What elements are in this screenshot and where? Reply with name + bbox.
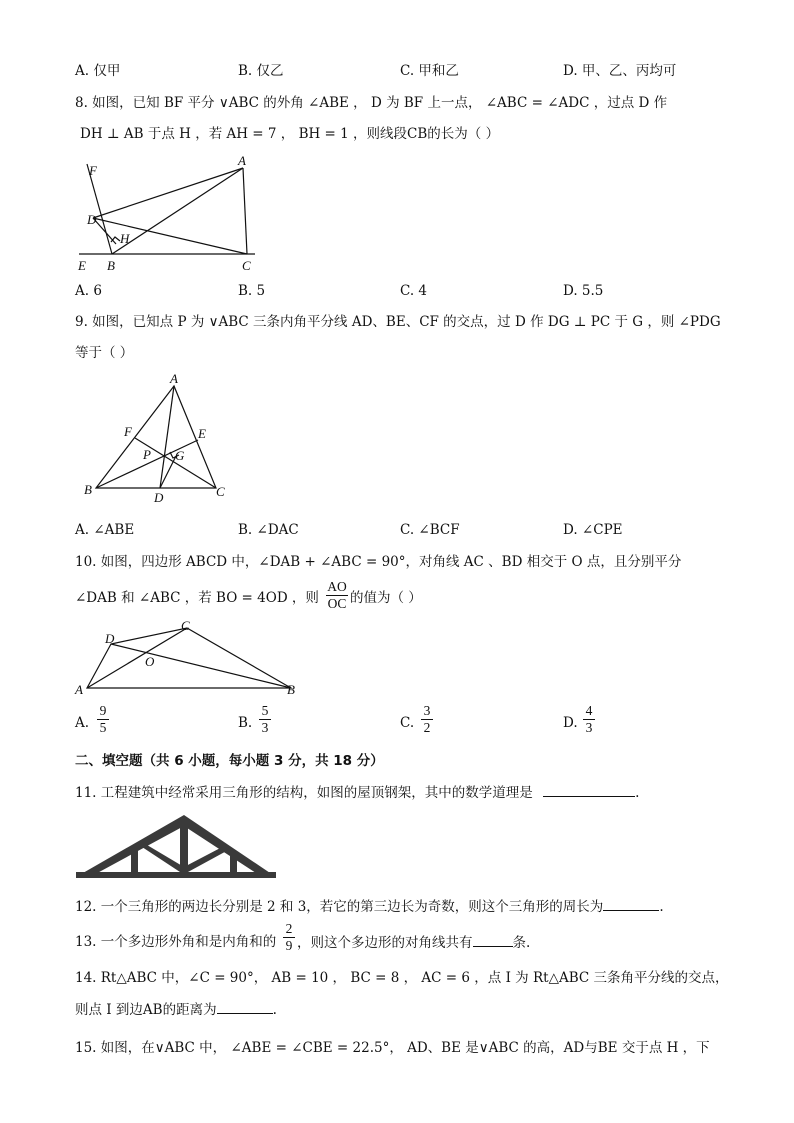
q14-period: . (272, 1002, 277, 1018)
q12-answer-blank[interactable] (603, 897, 659, 911)
q10-option-a-num: 9 (97, 704, 109, 720)
q11-roof-truss-figure (76, 815, 276, 879)
q8-figure (75, 150, 275, 275)
q13-stem-part2 (297, 933, 530, 952)
q8-label-e: E (78, 258, 86, 273)
q9-label-e: E (198, 426, 206, 441)
q10-stem-fraction (326, 580, 348, 611)
q10-option-b-fraction (259, 704, 271, 735)
q8-label-d: D (87, 212, 97, 227)
q13-text-after: 条. (512, 935, 531, 951)
q10-frac-den: OC (327, 596, 347, 611)
q9-label-p: P (143, 447, 151, 462)
q13-frac-num: 2 (283, 922, 295, 938)
q10-option-a-letter: A. (75, 715, 90, 731)
q8-stem-line1: 8. 如图，已知 BF 平分 ∨ABC 的外角 ∠ABE ， D 为 BF 上一点， ∠ABC = ∠ADC ，过点 D 作 (75, 95, 668, 111)
q10-option-b-num: 5 (259, 704, 271, 720)
q7-option-b: B. 仅乙 (238, 63, 284, 79)
q10-label-d: D (105, 631, 115, 646)
q13-fraction (283, 922, 295, 953)
q8-option-c: C. 4 (400, 283, 428, 299)
q13-answer-blank[interactable] (473, 933, 513, 947)
q10-option-b-den: 3 (261, 720, 269, 735)
q9-option-c: C. ∠BCF (400, 522, 460, 538)
q8-label-b: B (107, 258, 115, 273)
q7-option-a: A. 仅甲 (75, 63, 121, 79)
q14-text: 则点 I 到边AB的距离为 (75, 1002, 217, 1018)
q10-label-o: O (145, 654, 155, 669)
q10-option-d-den: 3 (585, 720, 593, 735)
q9-label-g: G (175, 448, 185, 463)
q9-label-b: B (84, 482, 92, 497)
section-2-heading: 二、填空题（共 6 小题，每小题 3 分，共 18 分） (75, 753, 384, 769)
q10-label-c: C (181, 618, 190, 633)
q9-option-d: D. ∠CPE (563, 522, 623, 538)
q13-text-mid: ，则这个多边形的对角线共有 (297, 935, 473, 951)
q9-label-d: D (154, 490, 164, 505)
q9-label-c: C (216, 484, 225, 499)
q9-stem-line2: 等于（ ） (75, 345, 134, 361)
q10-option-d-fraction (583, 704, 595, 735)
q8-label-f: F (89, 163, 97, 178)
q8-label-a: A (238, 153, 246, 168)
q10-stem-line2b: 的值为（ ） (350, 590, 422, 606)
q9-option-b: B. ∠DAC (238, 522, 299, 538)
q9-label-f: F (124, 424, 132, 439)
q7-option-c: C. 甲和乙 (400, 63, 459, 79)
q8-option-d: D. 5.5 (563, 283, 604, 299)
q7-option-d: D. 甲、乙、丙均可 (563, 63, 677, 79)
q9-option-a: A. ∠ABE (75, 522, 135, 538)
q11-answer-blank[interactable] (543, 783, 635, 797)
q10-option-c-fraction (421, 704, 433, 735)
q8-option-a: A. 6 (75, 283, 102, 299)
q10-stem-line1: 10. 如图，四边形 ABCD 中，∠DAB + ∠ABC = 90°，对角线 AC 、BD 相交于 O 点，且分别平分 (75, 554, 682, 570)
q10-label-a: A (75, 682, 83, 697)
q10-option-c-den: 2 (423, 720, 431, 735)
q10-option-c-num: 3 (421, 704, 433, 720)
q10-option-a-den: 5 (99, 720, 107, 735)
q11-period: . (635, 785, 640, 801)
q13-stem-part1: 13. 一个多边形外角和是内角和的 (75, 934, 277, 950)
q10-option-b-letter: B. (238, 715, 253, 731)
q12-stem (75, 897, 664, 916)
q14-stem-line1: 14. Rt△ABC 中，∠C = 90°， AB = 10 ， BC = 8 ， AC = 6 ，点 I 为 Rt△ABC 三条角平分线的交点， (75, 970, 729, 986)
q8-option-b: B. 5 (238, 283, 266, 299)
q10-option-d-letter: D. (563, 715, 578, 731)
q12-text: 12. 一个三角形的两边长分别是 2 和 3，若它的第三边长为奇数，则这个三角形的周长为 (75, 899, 604, 915)
q14-answer-blank[interactable] (217, 1000, 273, 1014)
q8-label-h: H (120, 231, 130, 246)
q8-label-c: C (242, 258, 251, 273)
q10-figure (75, 618, 305, 703)
q11-text: 11. 工程建筑中经常采用三角形的结构，如图的屋顶钢架，其中的数学道理是 (75, 785, 533, 801)
q8-stem-line2: DH ⊥ AB 于点 H ，若 AH = 7 ， BH = 1 ，则线段CB的长为（ ） (80, 126, 500, 142)
q10-option-a-fraction (97, 704, 109, 735)
q12-period: . (659, 899, 664, 915)
q11-stem (75, 783, 639, 802)
q10-frac-num: AO (327, 579, 347, 594)
q14-stem-line2 (75, 1000, 277, 1019)
q9-figure (80, 372, 240, 507)
q10-label-b: B (287, 682, 295, 697)
q15-stem-line1: 15. 如图，在∨ABC 中， ∠ABE = ∠CBE = 22.5°， AD、BE 是∨ABC 的高，AD与BE 交于点 H ，下 (75, 1040, 710, 1056)
q13-frac-den: 9 (285, 938, 293, 953)
q10-stem-line2a: ∠DAB 和 ∠ABC ，若 BO = 4OD ，则 (75, 590, 319, 606)
q10-option-d-num: 4 (583, 704, 595, 720)
q9-label-a: A (170, 371, 178, 386)
q10-option-c-letter: C. (400, 715, 415, 731)
q9-stem-line1: 9. 如图，已知点 P 为 ∨ABC 三条内角平分线 AD、BE、CF 的交点，过 D 作 DG ⊥ PC 于 G ，则 ∠PDG (75, 314, 721, 330)
